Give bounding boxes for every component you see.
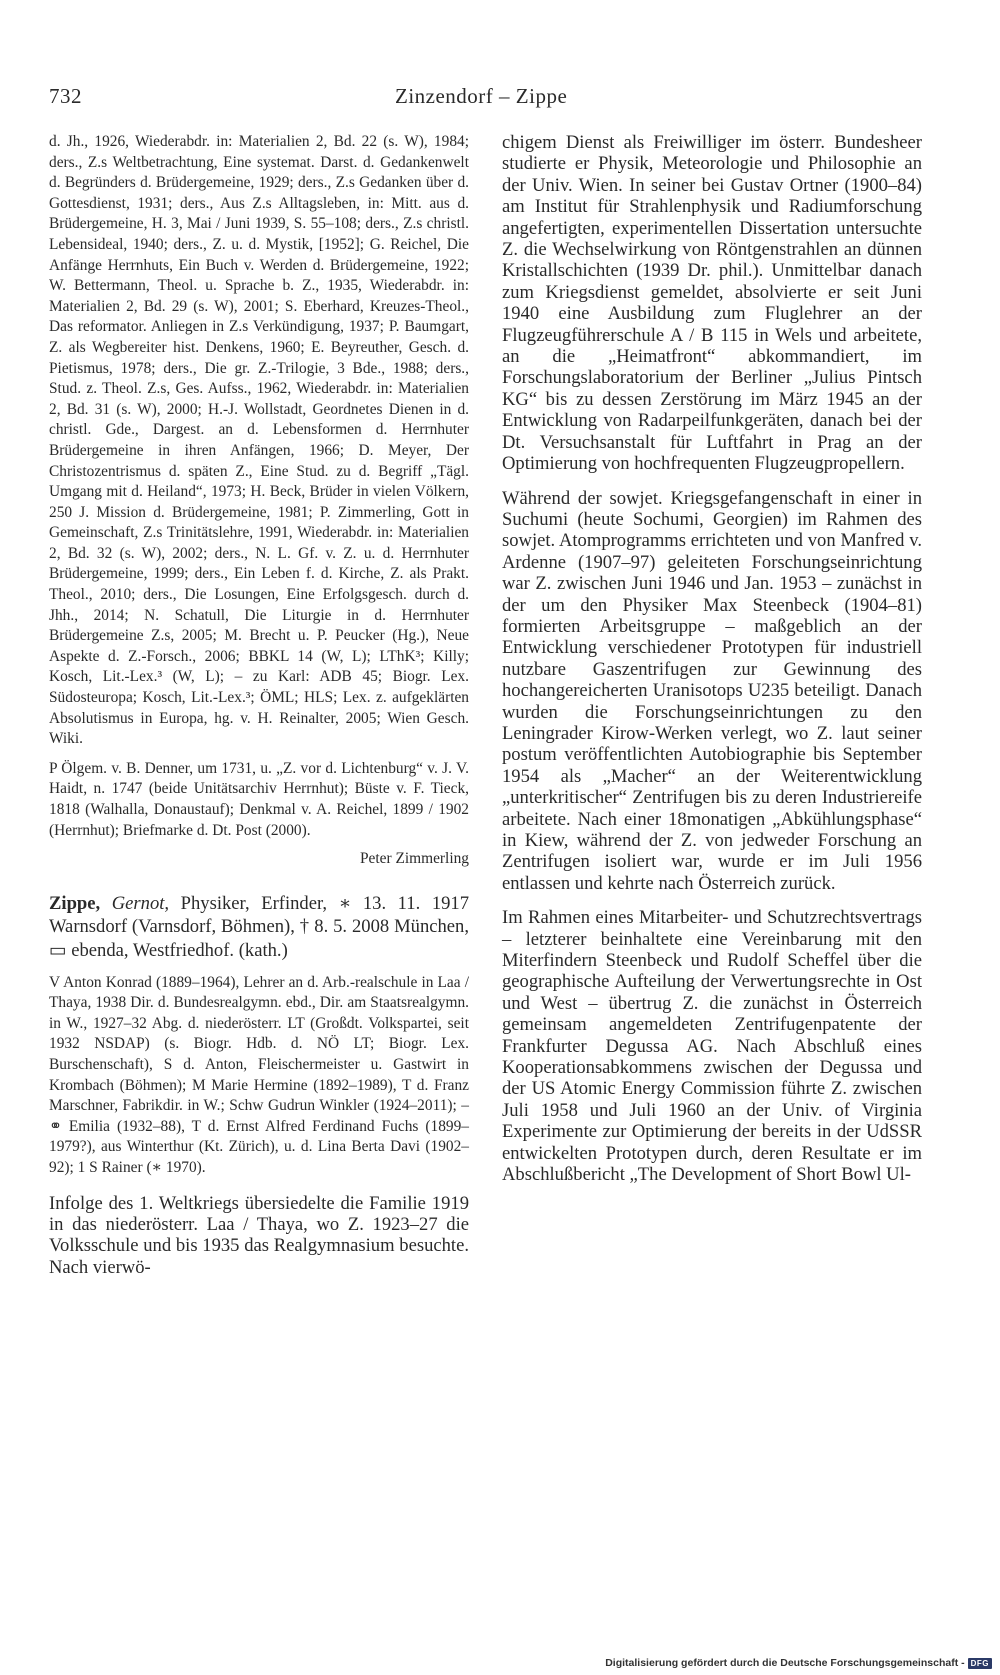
dfg-logo-icon: DFG bbox=[968, 1658, 992, 1669]
right-column bbox=[502, 132, 922, 1186]
entry-given-name: Gernot, bbox=[111, 892, 170, 914]
bibliography-text: d. Jh., 1926, Wiederabdr. in: Materialien 2, Bd. 22 (s. W), 1984; ders., Z.s Weltbetrachtung, Eine systemat. Darst. d. Gedankenwelt d. Begründers d. Brüdergemeine, 1929; ders., Z.s Gedanken über d. Gottesdienst, 1931; ders., Aus Z.s Alltagsleben, in: Mitt. aus d. Brüdergemeine, H. 3, Mai / Juni 1939, S. 55–108; ders., Z.s christl. Lebensideal, 1940; ders., Z. u. d. Mystik, [1952]; G. Reichel, Die Anfänge Herrnhuts, Ein Buch v. Werden d. Brüdergemeine, 1922; W. Bettermann, Theol. u. Sprache b. Z., 1935, Wiederabdr. in: Materialien 2, Bd. 29 (s. W), 2001; S. Eberhard, Kreuzes-Theol., Das reformator. Anliegen in Z.s Verkündigung, 1937; P. Baumgart, Z. als Wegbereiter hist. Denkens, 1960; E. Beyreuther, Gesch. d. Pietismus, 1978; ders., Die gr. Z.-Trilogie, 3 Bde., 1988; ders., Stud. z. Theol. Z.s, Ges. Aufss., 1962, Wiederabdr. in: Materialien 2, Bd. 31 (s. W), 2000; H.-J. Wollstadt, Geordnetes Dienen in d. christl. Gde., Dargest. an d. Lebensformen d. Herrnhuter Brüdergemeine in ihren Anfängen, 1966; D. Meyer, Der Christozentrismus d. späten Z., Eine Stud. zu d. Begriff „Tägl. Umgang mit d. Heiland“, 1973; H. Beck, Brüder in vielen Völkern, 250 J. Mission d. Brüdergemeine, 1981; P. Zimmerling, Gott in Gemeinschaft, Z.s Trinitätslehre, 1991, Wiederabdr. in: Materialien 2, Bd. 32 (s. W), 2002; ders., N. L. Gf. v. Z. u. d. Herrnhuter Brüdergemeine, 1999; ders., Ein Leben f. d. Kirche, Z. als Prakt. Theol., 2010; ders., Die Losungen, Eine Erfolgsgesch. durch d. Jhh., 2014; N. Schatull, Die Liturgie in d. Herrnhuter Brüdergemeine Z.s, 2005; M. Brecht u. P. Peucker (Hg.), Neue Aspekte d. Z.-Forsch., 2006; BBKL 14 (W, L); LThK³; Killy; Kosch, Lit.-Lex.³ (W, L); – zu Karl: ADB 45; Biogr. Lex. Südosteuropa; Kosch, Lit.-Lex.³; ÖML; HLS; Lex. z. aufgeklärten Absolutismus in Europa, hg. v. H. Reinalter, 2005; Wien Gesch. Wiki. bbox=[49, 133, 469, 748]
entry-headline bbox=[49, 892, 469, 963]
portraits-text: P Ölgem. v. B. Denner, um 1731, u. „Z. vor d. Lichtenburg“ v. J. V. Haidt, n. 1747 (beide Unitätsarchiv Herrnhut); Büste v. F. Tieck, 1818 (Walhalla, Donaustauf); Denkmal v. A. Reichel, 1899 / 1902 (Herrnhut); Briefmarke d. Dt. Post (2000). bbox=[49, 759, 469, 839]
body-paragraph-3: Im Rahmen eines Mitarbeiter- und Schutzrechtsvertrags – letzterer beinhaltete eine Vereinbarung mit den Miterfindern Steenbeck und Rudolf Scheffel über die geographische Aufteilung der Verwertungsrechte in Ost und West – übertrug Z. die zunächst in Österreich gemeinsam angemeldeten Zentrifugenpatente der Frankfurter Degussa AG. Nach Abschluß eines Kooperationsabkommens zwischen der Degussa und der US Atomic Energy Commission führte Z. zwischen Juli 1958 und Juli 1960 an der Univ. of Virginia Experimente zur Optimierung der bereits in der UdSSR entwickelten Prototypen durch, deren Resultate er im Abschlußbericht „The Development of Short Bowl Ul- bbox=[502, 907, 922, 1186]
genealogy-text: V Anton Konrad (1889–1964), Lehrer an d. Arb.-realschule in Laa / Thaya, 1938 Dir. d. Bundesrealgymn. ebd., Dir. am Staatsrealgymn. in W., 1927–32 Abg. d. niederösterr. LT (Großdt. Volkspartei, seit 1932 NSDAP) (s. Biogr. Hdb. d. NÖ LT; Biogr. Lex. Burschenschaft), S d. Anton, Fleischermeister u. Gastwirt in Krombach (Böhmen); M Marie Hermine (1892–1989), T d. Franz Marschner, Fabrikdir. in W.; Schw Gudrun Winkler (1924–2011); – ⚭ Emilia (1932–88), T d. Ernst Alfred Ferdinand Fuchs (1899–1979?), aus Winterthur (Kt. Zürich), u. d. Lina Berta Davi (1902–92); 1 S Rainer (∗ 1970). bbox=[49, 973, 469, 1176]
running-head: Zinzendorf – Zippe bbox=[395, 84, 568, 108]
body-paragraph-intro: Infolge des 1. Weltkriegs übersiedelte die Familie 1919 in das niederösterr. Laa / Thaya, wo Z. 1923–27 die Volksschule und bis 1935 das Realgymnasium besuchte. Nach vierwö- bbox=[49, 1192, 469, 1278]
entry-headline-details: Physiker, Erfinder, ∗ 13. 11. 1917 Warnsdorf (Varnsdorf, Böhmen), † 8. 5. 2008 München, ▭ ebenda, Westfriedhof. (kath.) bbox=[49, 892, 470, 961]
digitization-footer bbox=[605, 1657, 992, 1669]
page-number: 732 bbox=[49, 84, 82, 108]
footer-text: Digitalisierung gefördert durch die Deutsche Forschungsgemeinschaft - bbox=[605, 1657, 965, 1669]
body-paragraph-1: chigem Dienst als Freiwilliger im österr. Bundesheer studierte er Physik, Meteorologie und Philosophie an der Univ. Wien. In seiner bei Gustav Ortner (1900–84) am Institut für Strahlenphysik und Radiumforschung angefertigten, experimentellen Dissertation untersuchte Z. die Wechselwirkung von Röntgenstrahlen an dünnen Kristallschichten (1939 Dr. phil.). Unmittelbar danach zum Kriegsdienst gemeldet, absolvierte er seit Juni 1940 eine Ausbildung zum Fluglehrer an der Flugzeugführerschule A / B 115 in Wels und arbeitete, an die „Heimatfront“ abkommandiert, im Forschungslaboratorium der Berliner „Julius Pintsch KG“ bis zu dessen Zerstörung im März 1945 an der Entwicklung von Radarpeilfunkgeräten, danach bei der Dt. Versuchsanstalt für Luftfahrt in Prag an der Optimierung von hochfrequenten Flugzeugpropellern. bbox=[502, 132, 922, 475]
article-author: Peter Zimmerling bbox=[360, 850, 469, 868]
entry-surname: Zippe, bbox=[49, 892, 101, 914]
body-paragraph-2: Während der sowjet. Kriegsgefangenschaft in einer in Suchumi (heute Sochumi, Georgien) im Rahmen des sowjet. Atomprogramms errichteten und von Manfred v. Ardenne (1907–97) geleiteten Forschungseinrichtung war Z. zwischen Juni 1946 und Jan. 1953 – zunächst in der um den Physiker Max Steenbeck (1904–81) formierten Arbeitsgruppe – maßgeblich an der Entwicklung verschiedener Prototypen für industriell nutzbare Gaszentrifugen zur Gewinnung des hochangereicherten Uranisotops U235 beteiligt. Danach wurden die Forschungseinrichtungen zu den Leningrader Kirow-Werken verlegt, wo Z. laut seiner postum veröffentlichten Autobiographie bis September 1954 als „Macher“ an der Weiterentwicklung „unterkritischer“ Zentrifugen bis zu deren Industriereife arbeitete. Nach einer 18monatigen „Abkühlungsphase“ in Kiew, während der Z. von jedweder Forschung an Zentrifugen isoliert war, wurde er im Juli 1956 entlassen und kehrte nach Österreich zurück. bbox=[502, 487, 922, 894]
left-column bbox=[49, 132, 469, 1278]
